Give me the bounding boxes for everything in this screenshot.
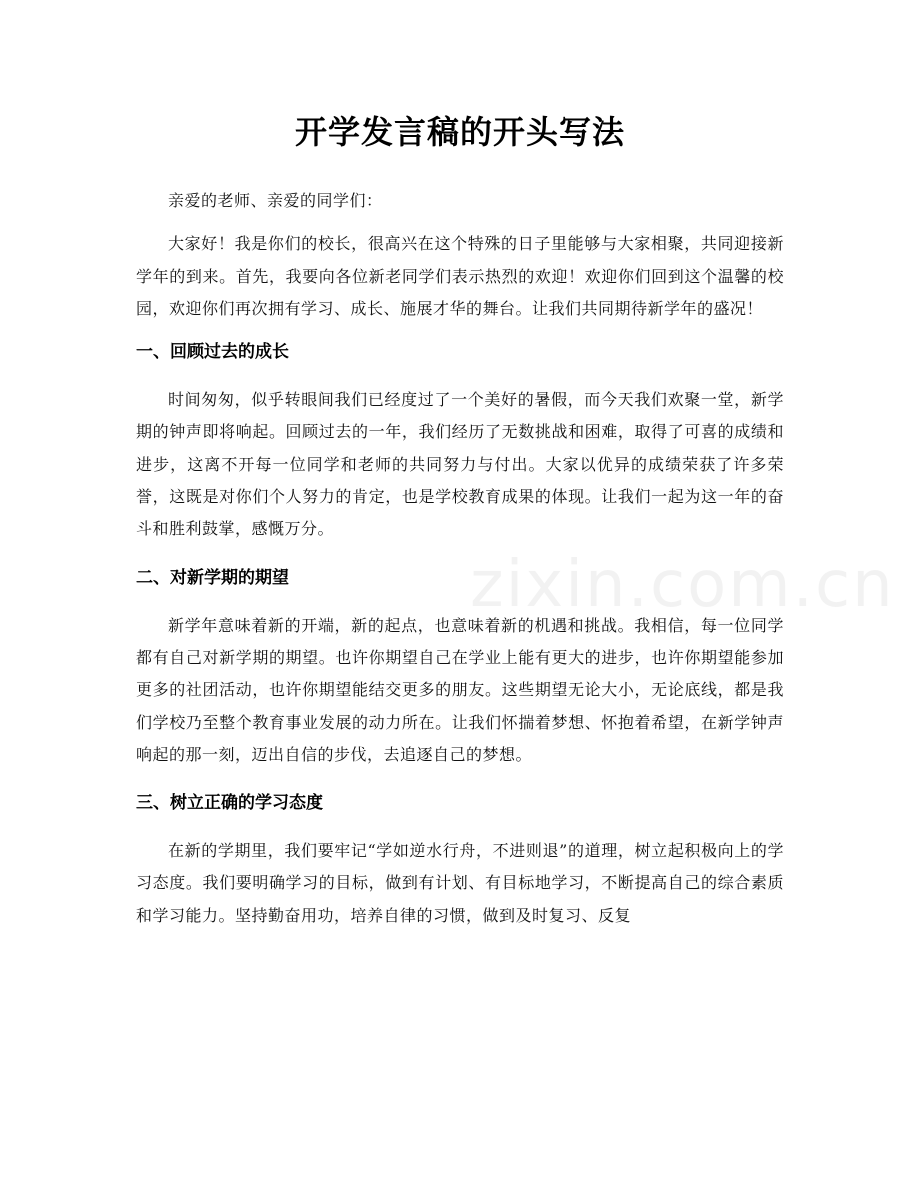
section-heading-review: 一、回顾过去的成长 [136,342,289,363]
section-body-attitude: 在新的学期里，我们要牢记“学如逆水行舟，不进则退”的道理，树立起积极向上的学习态度。我们要明确学习的目标，做到有计划、有目标地学习，不断提高自己的综合素质和学习能力。坚持勤奋用功，培养自律的习惯，做到及时复习、反复 [136,841,784,925]
document-page [136,0,784,932]
greeting-paragraph: 亲爱的老师、亲爱的同学们： [168,191,383,210]
section-body-expectations: 新学年意味着新的开端，新的起点，也意味着新的机遇和挑战。我相信，每一位同学都有自己对新学期的期望。也许你期望自己在学业上能有更大的进步，也许你期望能参加更多的社团活动，也许你期望能结交更多的朋友。这些期望无论大小，无论底线，都是我们学校乃至整个教育事业发展的动力所在。让我们怀揣着梦想、怀抱着希望，在新学钟声响起的那一刻，迈出自信的步伐，去追逐自己的梦想。 [136,615,784,764]
section-heading-attitude: 三、树立正确的学习态度 [136,793,323,814]
intro-paragraph: 大家好！我是你们的校长，很高兴在这个特殊的日子里能够与大家相聚，共同迎接新学年的到来。首先，我要向各位新老同学们表示热烈的欢迎！欢迎你们回到这个温馨的校园，欢迎你们再次拥有学习、成长、施展才华的舞台。让我们共同期待新学年的盛况！ [136,234,784,318]
document-title: 开学发言稿的开头写法 [294,113,625,151]
section-heading-expectations: 二、对新学期的期望 [136,567,289,588]
section-body-review: 时间匆匆，似乎转眼间我们已经度过了一个美好的暑假，而今天我们欢聚一堂，新学期的钟声即将响起。回顾过去的一年，我们经历了无数挑战和困难，取得了可喜的成绩和进步，这离不开每一位同学和老师的共同努力与付出。大家以优异的成绩荣获了许多荣誉，这既是对你们个人努力的肯定，也是学校教育成果的体现。让我们一起为这一年的奋斗和胜利鼓掌，感慨万分。 [136,390,784,539]
watermark-text: zixin.com.cn [470,548,895,622]
